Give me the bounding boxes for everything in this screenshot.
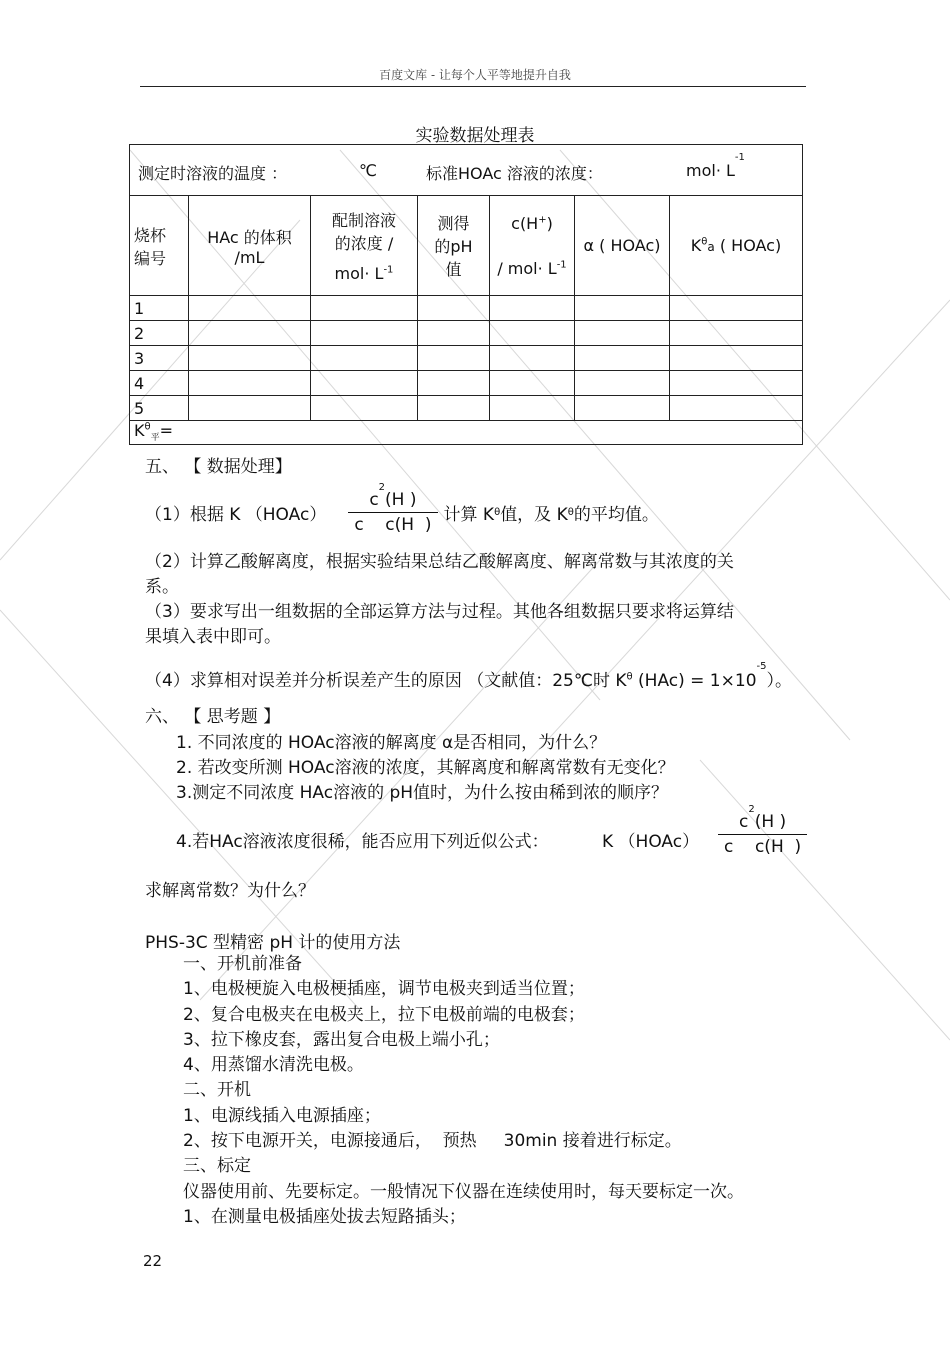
question-4-fraction <box>718 804 807 857</box>
table-row <box>130 321 803 346</box>
item1-post2: 值，及 K <box>500 504 568 525</box>
phs-line: 2、复合电极夹在电极夹上，拉下电极前端的电极套； <box>183 1004 585 1025</box>
phs-line: 1、在测量电极插座处拔去短路插头； <box>183 1206 466 1227</box>
item4-ten: 10 <box>734 671 757 691</box>
section6-title: 六、 【 思考题 】 <box>145 707 281 727</box>
phs-line: 3、拉下橡皮套，露出复合电极上端小孔； <box>183 1029 500 1050</box>
table-row <box>130 396 803 421</box>
phs-line: 1、电源线插入电源插座； <box>183 1105 381 1126</box>
question-1: 1. 不同浓度的 HOAc溶液的解离度 α是否相同，为什么？ <box>176 733 607 753</box>
phs-line: 2、按下电源开关，电源接通后， 预热 30min 接着进行标定。 <box>183 1131 682 1152</box>
num-exp: 2 <box>378 481 386 493</box>
item4-exp: -5 <box>756 661 767 673</box>
item4-pre: （4）求算相对误差并分析误差产生的原因 （文献值：25℃时 K <box>145 671 627 691</box>
row-number: 4 <box>130 371 189 396</box>
phs-title: PHS-3C 型精密 pH 计的使用方法 <box>145 933 401 953</box>
q4-num-exp: 2 <box>748 804 755 816</box>
ka-sub: a <box>707 240 715 254</box>
table-conditions-row <box>130 145 803 196</box>
item1-pre: （1）根据 K （HOAc） <box>145 504 327 525</box>
table-row <box>130 346 803 371</box>
section5-item1 <box>145 482 659 542</box>
theta-1: θ <box>494 506 501 518</box>
avg-k-sup: θ <box>144 422 151 434</box>
conc-unit <box>686 151 745 180</box>
num-h: (H ) <box>385 489 417 510</box>
ch-unit-exp: -1 <box>556 259 567 271</box>
item4-mid: (HAc) = 1 <box>632 671 721 691</box>
question-3: 3.测定不同浓度 HAc溶液的 pH值时，为什么按由稀到浓的顺序？ <box>176 783 669 803</box>
item1-post1: 计算 K <box>443 504 495 525</box>
table-row <box>130 371 803 396</box>
section5-item2: （2）计算乙酸解离度，根据实验结果总结乙酸解离度、解离常数与其浓度的关 系。 <box>145 552 734 597</box>
table-title: 实验数据处理表 <box>415 126 535 146</box>
prep-unit-exp: -1 <box>383 264 394 276</box>
data-table <box>129 144 803 445</box>
question-4-tail: 求解离常数？为什么？ <box>145 881 315 901</box>
prep-unit-text: mol· L <box>334 264 384 283</box>
page-header: 百度文库 - 让每个人平等地提升自我 <box>379 68 571 82</box>
ka-fraction <box>348 481 437 535</box>
table-row <box>130 296 803 321</box>
fraction-numerator <box>348 481 437 513</box>
row-number: 2 <box>130 321 189 346</box>
phs-line: 一、开机前准备 <box>183 954 302 974</box>
row-number: 5 <box>130 396 189 421</box>
avg-k-sub: 平 <box>150 433 160 444</box>
q4-num-c: c <box>738 812 749 832</box>
fraction-denominator: c c(H ) <box>354 514 432 535</box>
phs-line: 二、开机 <box>183 1080 251 1101</box>
header-prep-unit <box>315 264 413 283</box>
theta-2: θ <box>567 506 574 518</box>
header-ch-top <box>494 214 570 233</box>
conc-label: 标准HOAc 溶液的浓度： <box>426 164 603 183</box>
phs-instructions <box>183 952 744 1230</box>
q4-fraction-denominator: c c(H ) <box>724 837 802 857</box>
ch-close: ) <box>546 213 553 233</box>
theta-3: θ <box>626 671 633 683</box>
phs-line: 4、用蒸馏水清洗电极。 <box>183 1055 364 1076</box>
section5-title: 五、 【 数据处理】 <box>145 457 292 477</box>
ka-sup: θ <box>701 236 708 248</box>
conc-unit-text: mol· L <box>686 161 735 180</box>
ch-unit-text: / mol· L <box>497 258 557 278</box>
header-ch-unit <box>494 259 570 278</box>
temp-unit: ℃ <box>359 161 377 180</box>
q4-num-h: (H ) <box>754 812 787 832</box>
conc-unit-exp: -1 <box>734 151 745 163</box>
ch-text: c(H <box>511 213 539 233</box>
ka-text: K <box>690 236 702 255</box>
phs-line: 1、电极梗旋入电极梗插座，调节电极夹到适当位置； <box>183 979 585 1000</box>
ch-sup: + <box>538 214 547 226</box>
ka-rest: ( HOAc) <box>714 236 782 255</box>
temp-label: 测定时溶液的温度 ： <box>138 164 288 183</box>
header-ch <box>490 196 575 296</box>
q4-fraction-numerator <box>718 804 807 835</box>
question-4: 4.若HAc溶液浓度很稀，能否应用下列近似公式： <box>176 832 549 852</box>
header-volume: HAc 的体积 /mL <box>189 196 311 296</box>
section5-item4 <box>145 661 792 691</box>
avg-k-text: K <box>134 421 145 441</box>
avg-k-eq: = <box>159 421 174 441</box>
item4-end: ）。 <box>766 671 792 691</box>
num-c: c <box>369 489 379 510</box>
question-2: 2. 若改变所测 HOAc溶液的浓度，其解离度和解离常数有无变化？ <box>176 758 675 778</box>
item4-times: × <box>720 671 735 691</box>
row-number: 3 <box>130 346 189 371</box>
header-rule <box>140 86 806 87</box>
header-beaker: 烧杯 编号 <box>130 196 189 296</box>
average-k-row <box>130 421 803 445</box>
question-4-k: K （HOAc） <box>602 832 700 852</box>
header-alpha: α ( HOAc) <box>575 196 670 296</box>
phs-line: 仪器使用前、先要标定。一般情况下仪器在连续使用时，每天要标定一次。 <box>183 1181 744 1202</box>
section5-item3: （3）要求写出一组数据的全部运算方法与过程。其他各组数据只要求将运算结 果填入表中即可。 <box>145 602 734 647</box>
phs-line: 三、标定 <box>183 1156 251 1177</box>
header-prep-conc-text: 配制溶液 的浓度 / <box>331 211 396 253</box>
header-prep-conc <box>311 196 418 296</box>
item1-post3: 的平均值。 <box>573 504 659 525</box>
header-ph: 测得 的pH 值 <box>418 196 490 296</box>
page-number: 22 <box>143 1252 163 1270</box>
row-number: 1 <box>130 296 189 321</box>
header-ka <box>670 196 803 296</box>
q4-fraction <box>718 804 807 857</box>
